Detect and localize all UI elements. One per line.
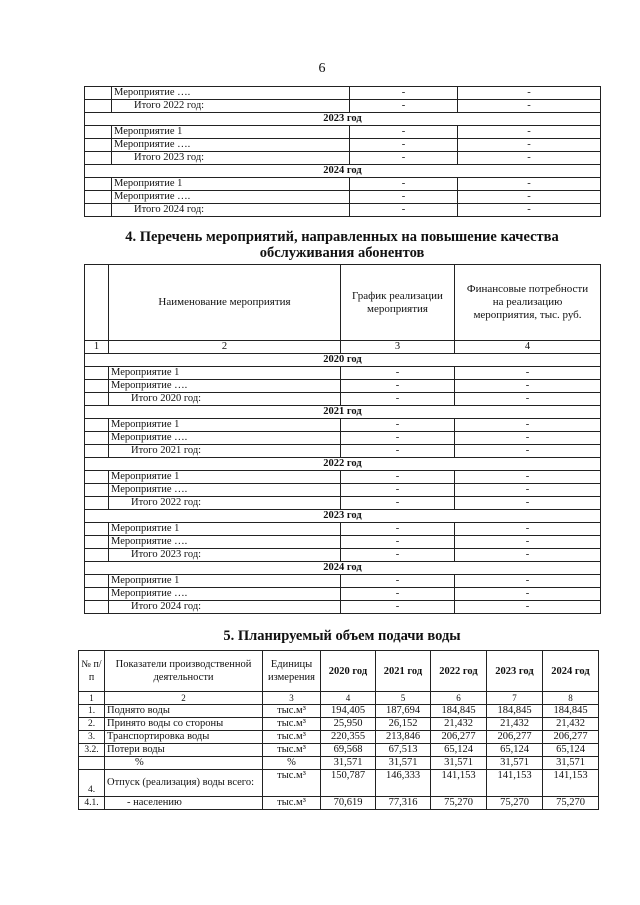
page-number: 6 <box>318 61 326 76</box>
schedule-value: - <box>341 536 455 549</box>
financing-value: - <box>455 445 601 458</box>
indicator-name: Транспортировка воды <box>105 731 263 744</box>
activity-name: Мероприятие 1 <box>109 419 341 432</box>
year-value: 31,571 <box>543 757 599 770</box>
financing-value: - <box>455 601 601 614</box>
col-number: 8 <box>543 692 599 705</box>
unit-value: тыс.м³ <box>263 770 321 797</box>
row-number: 1. <box>79 705 105 718</box>
activities-table-continuation <box>84 86 601 217</box>
col-number: 4 <box>455 341 601 354</box>
activity-row <box>85 445 601 458</box>
unit-value: тыс.м³ <box>263 731 321 744</box>
col-number: 6 <box>431 692 487 705</box>
indicator-name: - населению <box>105 797 263 810</box>
year-value: 206,277 <box>543 731 599 744</box>
activity-row <box>85 178 601 191</box>
year-row <box>85 354 601 367</box>
year-value: 220,355 <box>321 731 376 744</box>
row-index <box>85 393 109 406</box>
schedule-value: - <box>350 87 458 100</box>
row-index <box>85 380 109 393</box>
indicator-name: Отпуск (реализация) воды всего: <box>105 770 263 797</box>
row-index <box>85 471 109 484</box>
row-index <box>85 178 112 191</box>
year-row <box>85 165 601 178</box>
year-value: 150,787 <box>321 770 376 797</box>
year-label: 2023 год <box>85 113 601 126</box>
activity-row <box>85 536 601 549</box>
schedule-value: - <box>341 575 455 588</box>
year-value: 65,124 <box>487 744 543 757</box>
row-index <box>85 152 112 165</box>
schedule-value: - <box>341 497 455 510</box>
row-number: 4.1. <box>79 797 105 810</box>
schedule-value: - <box>350 139 458 152</box>
activity-name: Итого 2024 год: <box>112 204 350 217</box>
schedule-value: - <box>350 126 458 139</box>
year-row <box>85 406 601 419</box>
col-number: 2 <box>105 692 263 705</box>
schedule-value: - <box>350 204 458 217</box>
activity-row <box>85 419 601 432</box>
financing-value: - <box>455 367 601 380</box>
section5-title: 5. Планируемый объем подачи воды <box>223 628 461 644</box>
col-number: 2 <box>109 341 341 354</box>
unit-value: тыс.м³ <box>263 744 321 757</box>
year-value: 213,846 <box>376 731 431 744</box>
year-value: 31,571 <box>376 757 431 770</box>
year-value: 187,694 <box>376 705 431 718</box>
activity-name: Итого 2022 год: <box>109 497 341 510</box>
col-number: 4 <box>321 692 376 705</box>
col-header-2022: 2022 год <box>431 651 487 692</box>
water-supply-volume-table <box>78 650 599 810</box>
row-index <box>85 497 109 510</box>
year-value: 141,153 <box>431 770 487 797</box>
year-value: 184,845 <box>431 705 487 718</box>
col-header-2023: 2023 год <box>487 651 543 692</box>
schedule-value: - <box>341 445 455 458</box>
activity-row <box>85 588 601 601</box>
financing-value: - <box>458 152 601 165</box>
col-number: 1 <box>79 692 105 705</box>
row-index <box>85 126 112 139</box>
indicator-row <box>79 718 599 731</box>
year-value: 141,153 <box>543 770 599 797</box>
activity-row <box>85 471 601 484</box>
activity-row <box>85 484 601 497</box>
row-index <box>85 100 112 113</box>
activity-name: Итого 2023 год: <box>109 549 341 562</box>
year-value: 194,405 <box>321 705 376 718</box>
activity-name: Итого 2024 год: <box>109 601 341 614</box>
col-header-unit: Единицы измерения <box>263 651 321 692</box>
row-number: 3. <box>79 731 105 744</box>
schedule-value: - <box>350 152 458 165</box>
activity-name: Мероприятие 1 <box>109 471 341 484</box>
financing-value: - <box>455 523 601 536</box>
indicator-row <box>79 770 599 797</box>
schedule-value: - <box>341 484 455 497</box>
schedule-value: - <box>341 588 455 601</box>
year-value: 75,270 <box>487 797 543 810</box>
financing-value: - <box>458 178 601 191</box>
year-value: 184,845 <box>487 705 543 718</box>
row-index <box>85 445 109 458</box>
activity-name: Мероприятие 1 <box>109 367 341 380</box>
activity-name: Мероприятие …. <box>109 432 341 445</box>
year-value: 75,270 <box>543 797 599 810</box>
year-value: 70,619 <box>321 797 376 810</box>
col-number: 3 <box>341 341 455 354</box>
indicator-name: % <box>105 757 263 770</box>
year-label: 2023 год <box>85 510 601 523</box>
activity-row <box>85 497 601 510</box>
indicator-row <box>79 744 599 757</box>
row-number <box>79 757 105 770</box>
year-value: 67,513 <box>376 744 431 757</box>
unit-value: % <box>263 757 321 770</box>
year-value: 65,124 <box>431 744 487 757</box>
col-number: 1 <box>85 341 109 354</box>
year-value: 146,333 <box>376 770 431 797</box>
activity-name: Мероприятие 1 <box>109 523 341 536</box>
financing-value: - <box>455 588 601 601</box>
schedule-value: - <box>341 549 455 562</box>
activity-row <box>85 432 601 445</box>
activity-row <box>85 367 601 380</box>
col-header-2024: 2024 год <box>543 651 599 692</box>
col-header-2021: 2021 год <box>376 651 431 692</box>
year-value: 206,277 <box>431 731 487 744</box>
schedule-value: - <box>350 178 458 191</box>
activity-row <box>85 380 601 393</box>
activity-name: Мероприятие …. <box>109 588 341 601</box>
year-label: 2024 год <box>85 562 601 575</box>
row-number: 2. <box>79 718 105 731</box>
row-index <box>85 432 109 445</box>
activity-row <box>85 87 601 100</box>
row-number: 4. <box>79 770 105 797</box>
year-value: 21,432 <box>431 718 487 731</box>
activity-name: Мероприятие …. <box>109 380 341 393</box>
schedule-value: - <box>341 601 455 614</box>
activity-row <box>85 191 601 204</box>
financing-value: - <box>458 100 601 113</box>
schedule-value: - <box>341 380 455 393</box>
year-value: 184,845 <box>543 705 599 718</box>
year-value: 141,153 <box>487 770 543 797</box>
indicator-row <box>79 705 599 718</box>
section4-title <box>84 229 600 261</box>
year-label: 2020 год <box>85 354 601 367</box>
activity-row <box>85 204 601 217</box>
activity-row <box>85 393 601 406</box>
year-row <box>85 562 601 575</box>
row-index <box>85 204 112 217</box>
schedule-value: - <box>350 100 458 113</box>
year-value: 69,568 <box>321 744 376 757</box>
schedule-value: - <box>341 393 455 406</box>
activity-name: Мероприятие …. <box>112 191 350 204</box>
indicator-row <box>79 731 599 744</box>
row-index <box>85 367 109 380</box>
row-index <box>85 139 112 152</box>
financing-value: - <box>458 204 601 217</box>
row-index <box>85 419 109 432</box>
year-value: 25,950 <box>321 718 376 731</box>
indicator-row <box>79 797 599 810</box>
financing-value: - <box>458 87 601 100</box>
year-value: 21,432 <box>543 718 599 731</box>
year-value: 65,124 <box>543 744 599 757</box>
service-quality-activities-table <box>84 264 601 614</box>
financing-value: - <box>455 393 601 406</box>
activity-name: Итого 2022 год: <box>112 100 350 113</box>
row-number: 3.2. <box>79 744 105 757</box>
row-index <box>85 87 112 100</box>
activity-name: Итого 2021 год: <box>109 445 341 458</box>
section4-title-line1: 4. Перечень мероприятий, направленных на повышение качества <box>125 229 559 245</box>
year-row <box>85 510 601 523</box>
activity-name: Мероприятие …. <box>112 139 350 152</box>
row-index <box>85 601 109 614</box>
schedule-value: - <box>341 432 455 445</box>
activity-row <box>85 549 601 562</box>
year-value: 206,277 <box>487 731 543 744</box>
indicator-name: Потери воды <box>105 744 263 757</box>
row-index <box>85 536 109 549</box>
col-header-financing: Финансовые потребности на реализацию мероприятия, тыс. руб. <box>455 265 601 341</box>
financing-value: - <box>455 497 601 510</box>
year-label: 2024 год <box>85 165 601 178</box>
financing-value: - <box>455 536 601 549</box>
unit-value: тыс.м³ <box>263 718 321 731</box>
row-index <box>85 523 109 536</box>
row-index <box>85 484 109 497</box>
year-row <box>85 458 601 471</box>
activity-row <box>85 100 601 113</box>
financing-value: - <box>455 432 601 445</box>
col-header-num: № п/п <box>79 651 105 692</box>
col-header-1 <box>85 265 109 341</box>
schedule-value: - <box>341 523 455 536</box>
activity-name: Мероприятие 1 <box>109 575 341 588</box>
year-value: 31,571 <box>431 757 487 770</box>
unit-value: тыс.м³ <box>263 705 321 718</box>
financing-value: - <box>455 484 601 497</box>
schedule-value: - <box>341 471 455 484</box>
financing-value: - <box>455 575 601 588</box>
schedule-value: - <box>341 367 455 380</box>
activity-row <box>85 152 601 165</box>
financing-value: - <box>455 419 601 432</box>
schedule-value: - <box>350 191 458 204</box>
indicator-name: Поднято воды <box>105 705 263 718</box>
year-value: 31,571 <box>487 757 543 770</box>
year-value: 31,571 <box>321 757 376 770</box>
activity-row <box>85 601 601 614</box>
activity-name: Итого 2023 год: <box>112 152 350 165</box>
year-value: 77,316 <box>376 797 431 810</box>
activity-name: Мероприятие 1 <box>112 126 350 139</box>
financing-value: - <box>455 549 601 562</box>
col-header-indicator: Показатели производственной деятельности <box>105 651 263 692</box>
year-value: 21,432 <box>487 718 543 731</box>
col-number: 3 <box>263 692 321 705</box>
row-index <box>85 588 109 601</box>
col-header-2020: 2020 год <box>321 651 376 692</box>
activity-row <box>85 575 601 588</box>
year-row <box>85 113 601 126</box>
indicator-name: Принято воды со стороны <box>105 718 263 731</box>
col-header-name: Наименование мероприятия <box>109 265 341 341</box>
financing-value: - <box>455 380 601 393</box>
year-label: 2022 год <box>85 458 601 471</box>
financing-value: - <box>458 139 601 152</box>
year-label: 2021 год <box>85 406 601 419</box>
activity-row <box>85 139 601 152</box>
row-index <box>85 575 109 588</box>
financing-value: - <box>458 191 601 204</box>
activity-name: Мероприятие 1 <box>112 178 350 191</box>
col-number: 7 <box>487 692 543 705</box>
unit-value: тыс.м³ <box>263 797 321 810</box>
row-index <box>85 191 112 204</box>
activity-row <box>85 126 601 139</box>
year-value: 26,152 <box>376 718 431 731</box>
row-index <box>85 549 109 562</box>
activity-row <box>85 523 601 536</box>
activity-name: Итого 2020 год: <box>109 393 341 406</box>
schedule-value: - <box>341 419 455 432</box>
financing-value: - <box>458 126 601 139</box>
section4-title-line2: обслуживания абонентов <box>259 245 425 261</box>
col-number: 5 <box>376 692 431 705</box>
financing-value: - <box>455 471 601 484</box>
indicator-row <box>79 757 599 770</box>
year-value: 75,270 <box>431 797 487 810</box>
col-header-schedule: График реализации мероприятия <box>341 265 455 341</box>
activity-name: Мероприятие …. <box>112 87 350 100</box>
activity-name: Мероприятие …. <box>109 536 341 549</box>
activity-name: Мероприятие …. <box>109 484 341 497</box>
